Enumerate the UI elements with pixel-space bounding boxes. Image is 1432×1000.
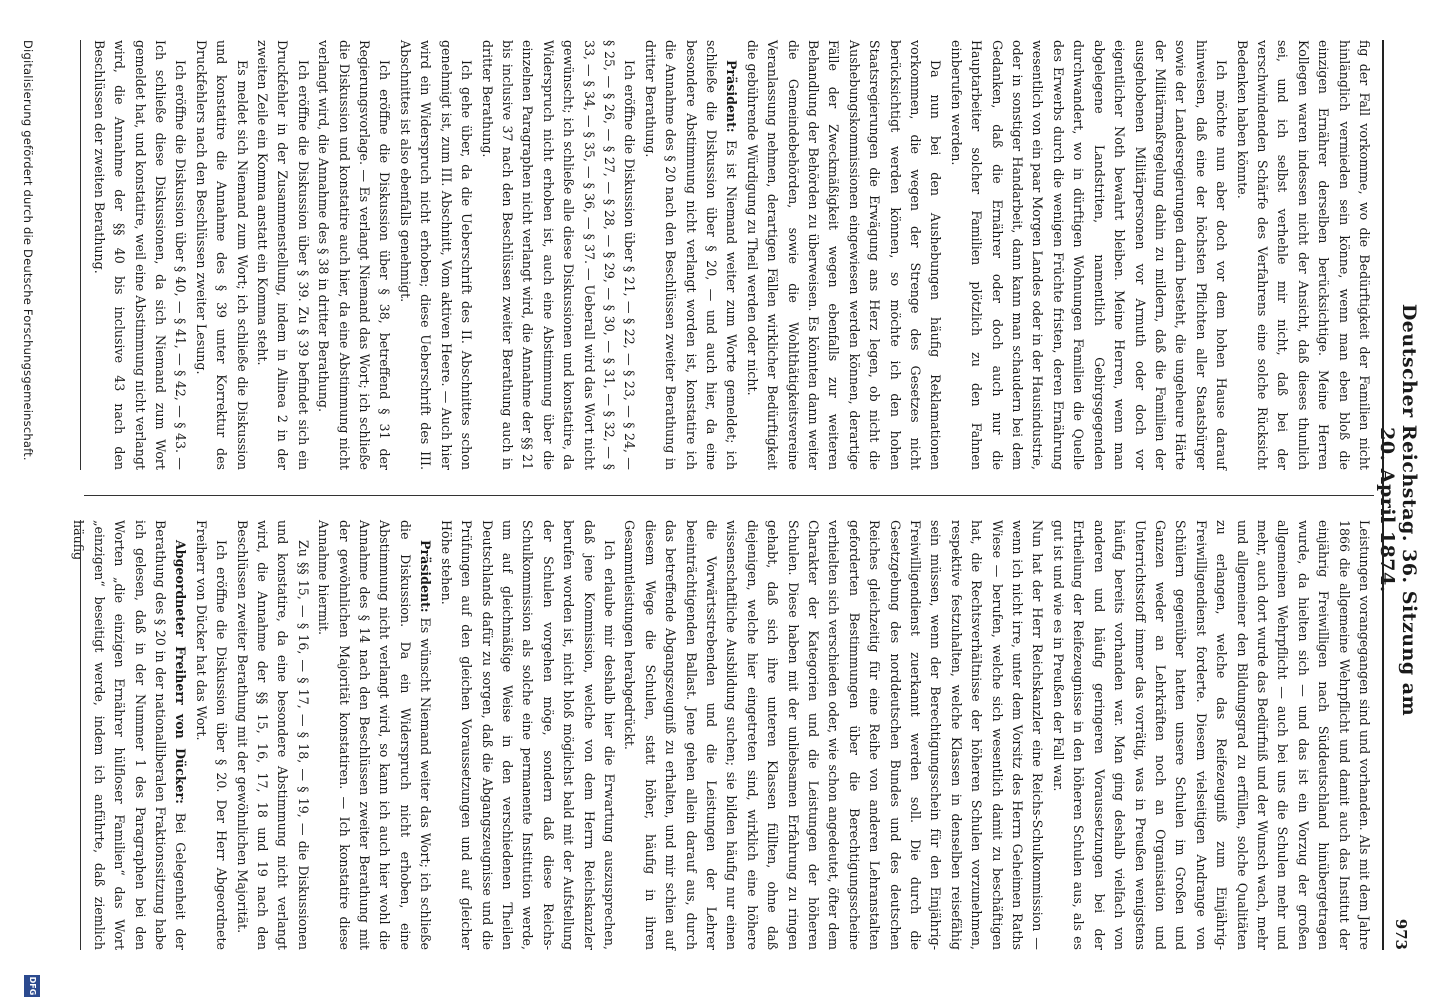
speaker-name: Abgeordneter Freiherr von Dücker:	[173, 540, 189, 804]
column-end-rule	[80, 40, 81, 470]
paragraph-text: Es ist Niemand weiter zum Worte gemeldet; ich schließe die Diskussion über § 20, — und auch hier, da eine besondere Abstimmung nicht verlangt worden ist, konstatire ich die Annahme des § 20 nach den Beschlüssen zweiter Berathung in dritter Berathung.	[642, 40, 740, 470]
text-column-left	[71, 520, 1374, 950]
paragraph-text: Ich eröffne die Diskussion über § 40, — § 41, — § 42, — § 43. — Ich schließe diese Diskussionen, da sich Niemand zum Wort gemeldet hat, und konstatire, weil eine Abstimmung nicht verlangt wird, die Annahme der §§ 40 bis inclusive 43 nach den Beschlüssen der zweiten Berathung.	[91, 40, 189, 470]
running-header	[1376, 0, 1432, 1000]
page-number: 973	[1392, 918, 1410, 950]
paragraph	[252, 40, 313, 470]
paragraph	[313, 520, 435, 950]
paragraph-text: Zu §§ 15, — § 16, — § 17, — § 18, — § 19, — die Diskussionen und konstatire, da eine besondere Abstimmung nicht verlangt wird, die Annahme der §§ 15, 16, 17, 18 und 19 nach den Beschlüssen zweiter Berathung mit der gewöhnlichen Majorität.	[234, 520, 311, 950]
paragraph	[190, 40, 251, 470]
dfg-logo: DFG	[24, 975, 40, 997]
paragraph	[945, 40, 1231, 470]
paragraph-text: Bei Gelegenheit der Berathung des § 20 in der nationalliberalen Fraktionssitzung habe ich gelesen, daß in der Nummer 1 des Paragraphen bei den Worten „die einzigen Ernährer hülfloser Familien“ das Wort „einzigen“ beseitigt werde, indem ich anführte, daß ziemlich häufig	[71, 520, 189, 950]
paragraph	[88, 40, 190, 470]
text-column-right	[74, 40, 1374, 470]
paragraph-text: Da nun bei den Aushebungen häufig Reklamationen vorkommen, die wegen der Strenge des Gesetzes nicht berücksichtigt werden können, so möchte ich den hohen Staatsregierungen die Erwägung ans Herz legen, ob nicht die Aushebungskommissionen eingewiesen werden können, derartige Fälle der Zweckmäßigkeit wegen ebenfalls zur weiteren Behandlung der Behörden zu überweisen. Es könnten dann weiter die Gemeindebehörden, sowie die Wohlthätigkeitsvereine Veranlassung nehmen, derartigen Fällen wirklicher Bedürftigkeit die gebührende Würdigung zu Theil werden oder nicht.	[744, 40, 944, 470]
paragraph	[231, 520, 313, 950]
paragraph-text: Nun hat der Herr Reichskanzler eine Reichs-Schulkommission — wenn ich nicht irre, unter dem Vorsitz des Herrn Geheimen Raths Wiese — berufen, welche sich wesentlich damit zu beschäftigen hat, die Rechtsverhältnisse der höheren Schulen vorzunehmen, respektive festzuhalten, welche Klassen in denselben reisefähig sein müssen, wenn der Berechtigungsschein für den Einjährig-Freiwilligendienst zuerkannt werden soll. Die durch die Gesetzgebung des norddeutschen Bundes und des deutschen Reiches gleichzeitig für eine Reihe von anderen Lehranstalten geforderten Bestimmungen über die Berechtigungsscheine verhielten sich verschieden oder, wie schon angedeutet, öfter dem Charakter der Kategorien und die Leistungen der höheren Schulen. Diese haben mit der unliebsamen Erfahrung zu ringen gehabt, daß sich ihre unteren Klassen füllten, ohne daß diejenigen, welche hier eingetreten sind, wirklich eine höhere wissenschaftliche Ausbildung suchen; sie bilden häufig nur einen die Vorwärtsstrebenden und die Leistungen der Lehrer beeinträchtigenden Ballast. Jene gehen allein darauf aus, durch das betreffende Abgangszeugniß zu erhalten, und mir schien auf diesem Wege die Schulen, statt höher, häufig in ihren Gesammtleistungen herabgedrückt.	[622, 520, 1046, 950]
paragraph-text: Leistungen vorangegangen sind und vorhanden. Als mit dem Jahre 1866 die allgemeine Wehrpflicht und damit auch das Institut der einjährig Freiwilligen nach Süddeutschland hinübergetragen wurde, da hielten sich — und das ist ein Vorzug der großen allgemeinen Wehrpflicht — auch bei uns die Schulen mehr und mehr, auch dort wurde das Bedürfniß und der Wunsch wach, mehr und allgemeiner den Bildungsgrad zu erfüllen, solche Qualitäten zu erlangen, welche das Reifezeugniß zum Einjährig-Freiwilligendienst forderte. Diesem vielseitigen Andrange von Schülern gegenüber hatten unsere Schulen im Großen und Ganzen weder an Lehrkräften noch an Organisation und Unterrichtsstoff immer das vorrätig, was in Preußen wenigstens häufig bereits vorhanden war. Man ging deshalb vielfach von anderen und häufig geringeren Voraussetzungen bei der Ertheilung der Reifezeugnisse in den höheren Schulen aus, als es gut ist und wie es in Preußen der Fall war.	[1050, 520, 1372, 950]
page-title: Deutscher Reichstag. 36. Sitzung am 20. April 1874.	[1376, 303, 1420, 717]
paragraph	[313, 40, 395, 470]
paragraph-text: Ich eröffne die Diskussion über § 39. Zu § 39 befindet sich ein Druckfehler in der Zusammenstellung, indem in Alinea 2 in der zweiten Zeile ein Komma anstatt ein Komma steht.	[255, 40, 311, 470]
digitization-credit: Digitalisierung gefördert durch die Deutsche Forschungsgemeinschaft.	[21, 40, 35, 461]
column-end-rule	[80, 520, 81, 950]
paragraph-text: Ich gehe über, da die Ueberschrift des II. Abschnittes schon genehmigt ist, zum III. Abschnitt, Vom aktiven Heere. — Auch hier wird ein Widerspruch nicht erhoben; diese Ueberschrift des III. Abschnittes ist also ebenfalls genehmigt.	[397, 40, 475, 470]
paragraph-text: Ich eröffne die Diskussion über § 20. Der Herr Abgeordnete Freiherr von Dücker hat das Wort.	[193, 520, 230, 950]
paragraph-text: Es meldet sich Niemand zum Wort; ich schließe die Diskussion und konstatire die Annahme des § 39 unter Korrektur des Druckfehlers nach den Beschlüssen zweiter Lesung.	[193, 40, 250, 470]
paragraph	[1231, 40, 1374, 470]
paragraph-text: Ich möchte nun aber doch vor dem hohen Hause darauf hinweisen, daß eine der höchsten Pflichten aller Staatsbürger sowie der Landesregierungen darin besteht, die ungeheure Härte der Militärmaßregelung dahin zu mildern, daß die Familien der ausgehobenen Militärpersonen vor Armuth oder doch vor eigentlicher Noth bewahrt bleiben. Meine Herren, wenn man abgelegene Landstriten, namentlich Gebirgsgegenden durchwandert, wo in dürftigen Wohnungen Familien die Quelle des Erwerbs durch die wenigen Früchte fristen, deren Ernährung wesentlich von ein paar Morgen Landes oder in der Hausindustrie, oder in sonstiger Handarbeit, dann kann man schaudern bei dem Gedanken, daß die Ernährer oder doch auch nur die Hauptarbeiter solcher Familien plötzlich zu den Fahnen einberufen werden.	[948, 40, 1230, 470]
paragraph	[395, 40, 477, 470]
paragraph-text: fig der Fall vorkomme, wo die Bedürftigkeit der Familien nicht hinlänglich vermieden sein könne, wenn man eben bloß die einzigen Ernährer derselben berücksichtige. Meine Herren Kollegen waren indessen nicht der Ansicht, daß dieses thunlich sei, und ich selbst verhehle mir nicht, daß bei der verschwindenden Schärfe des Verfahrens eine solche Rücksicht Bedenken haben könnte.	[1234, 40, 1372, 470]
paragraph	[639, 40, 741, 470]
paragraph-text: Es wünscht Niemand weiter das Wort; ich schließe die Diskussion. Da ein Widerspruch nicht erhoben, eine Abstimmung nicht verlangt wird, so kann ich auch hier wohl die Annahme des § 14 nach den Beschlüssen zweiter Berathung mit der gewöhnlichen Majorität konstatiren. — Ich konstatire diese Annahme hiermit.	[316, 520, 434, 950]
paragraph	[435, 520, 619, 950]
speaker-name: Präsident:	[724, 60, 740, 133]
paragraph-text: Ich eröffne die Diskussion über § 21, — § 22, — § 23, — § 24, — § 25, — § 26, — § 27, — § 28, — § 29, — § 30, — § 31, — § 32, — § 33, — § 34, — § 35, — § 36, — § 37. — Ueberall wird das Wort nicht gewünscht; ich schließe alle diese Diskussionen und konstatire, da Widerspruch nicht erhoben ist, auch eine Abstimmung über die einzelnen Paragraphen nicht verlangt wird, die Annahme der §§ 21 bis inclusive 37 nach den Beschlüssen zweiter Berathung auch in dritter Berathung.	[479, 40, 638, 470]
column-divider	[84, 495, 1374, 496]
paragraph-text: Ich eröffne die Diskussion über § 38, betreffend § 31 der Regierungsvorlage. — Es verlangt Niemand das Wort; ich schließe die Diskussion und konstatire auch hier, da eine Abstimmung nicht verlangt wird, die Annahme des § 38 in dritter Berathung.	[316, 40, 393, 470]
paragraph	[1048, 520, 1375, 950]
speaker-name: Präsident:	[418, 540, 434, 613]
paragraph	[476, 40, 639, 470]
header-rule	[1382, 40, 1384, 950]
paragraph	[619, 520, 1048, 950]
paragraph	[741, 40, 945, 470]
paragraph-text: Ich erlaube mir deshalb hier die Erwartung auszusprechen, daß jene Kommission, welche von dem Herrn Reichskanzler berufen worden ist, nicht bloß möglichst bald mit der Aufstellung der Schulen vorgehen möge, sondern daß diese Reichs-Schulkommission als solche eine permanente Institution werde, um auf gleichmäßige Weise in den verschiedenen Theilen Deutschlands dafür zu sorgen, daß die Abgangszeugnisse und die Prüfungen auf den gleichen Voraussetzungen und auf gleicher Höhe stehen.	[438, 520, 617, 950]
paragraph	[190, 520, 231, 950]
paragraph	[68, 520, 190, 950]
